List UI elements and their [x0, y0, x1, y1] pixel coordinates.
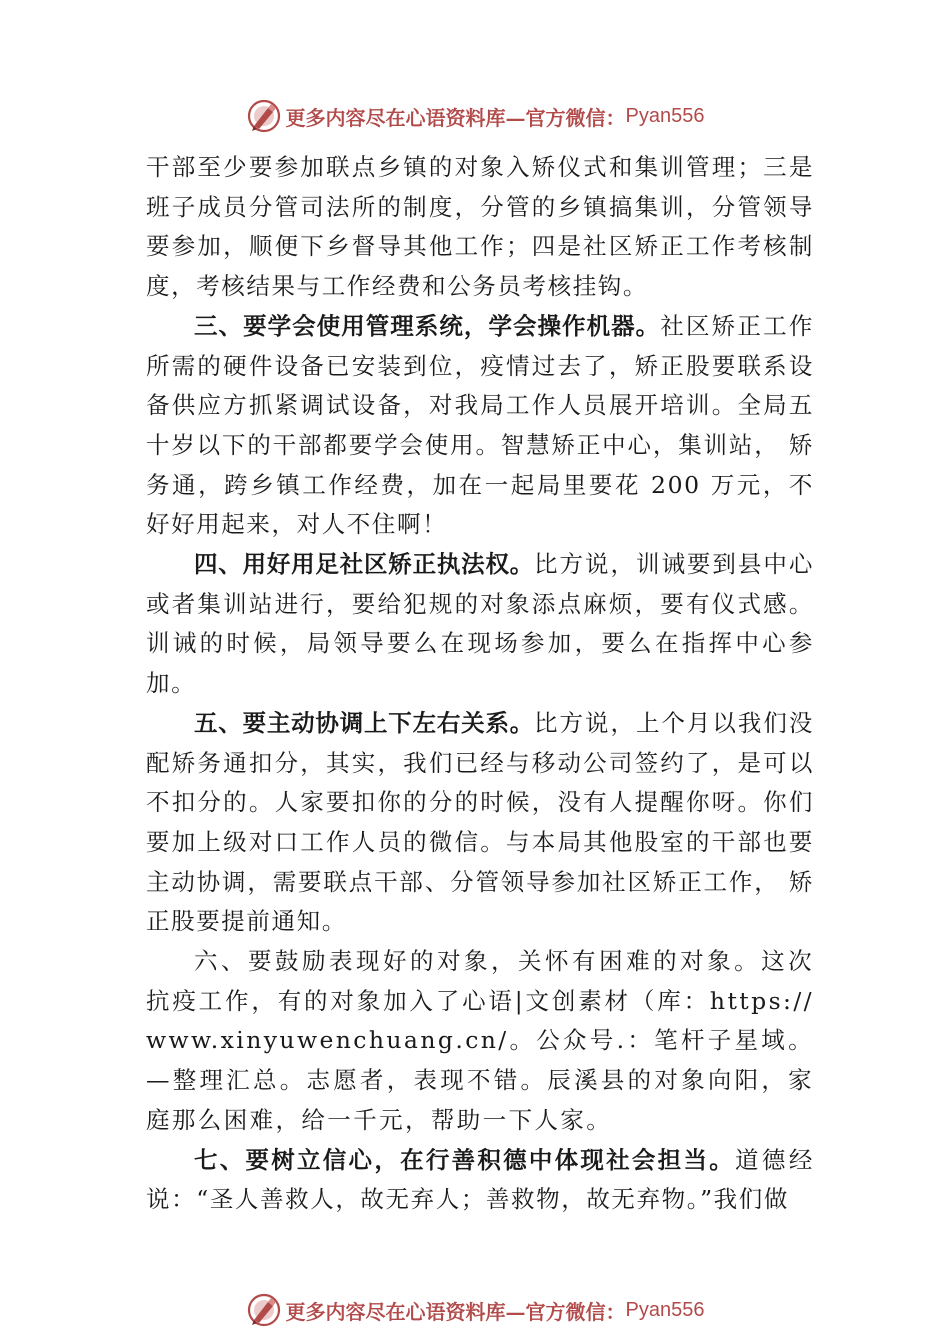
pen-logo-icon: [246, 98, 282, 134]
paragraph-3-heading: 四、用好用足社区矫正执法权。: [194, 550, 535, 579]
paragraph-4-body: 比方说，上个月以我们没配矫务通扣分，其实，我们已经与移动公司签约了，是可以不扣分的。人家要扣你的分的时候，没有人提醒你呀。你们要加上级对口工作人员的微信。与本局其他股室的干部也要主动协调，需要联点干部、分管领导参加社区矫正工作， 矫正股要提前通知。: [146, 708, 814, 936]
paragraph-6-heading: 七、要树立信心，在行善积德中体现社会担当。: [194, 1145, 735, 1174]
paragraph-1: [146, 148, 814, 307]
pen-logo-icon: [246, 1292, 282, 1328]
banner-wechat-id: Pyan556: [625, 104, 705, 127]
paragraph-6: [146, 1141, 814, 1220]
paragraph-6-body: 道德经说：“圣人善救人，故无弃人；善救物，故无弃物。”我们做: [146, 1145, 814, 1214]
paragraph-5: [146, 942, 814, 1141]
banner-text: 更多内容尽在心语资料库—官方微信：: [285, 105, 626, 130]
footer-banner-text: 更多内容尽在心语资料库—官方微信：: [285, 1299, 626, 1324]
paragraph-4-heading: 五、要主动协调上下左右关系。: [194, 708, 535, 737]
paragraph-2: [146, 307, 814, 545]
paragraph-2-body: 社区矫正工作所需的硬件设备已安装到位，疫情过去了，矫正股要联系设备供应方抓紧调试设备，对我局工作人员展开培训。全局五十岁以下的干部都要学会使用。智慧矫正中心，集训站， 矫务通，跨乡镇工作经费，加在一起局里要花 200 万元，不好好用起来，对人不住啊！: [146, 311, 814, 539]
paragraph-1-body: 干部至少要参加联点乡镇的对象入矫仪式和集训管理；三是班子成员分管司法所的制度，分管的乡镇搞集训，分管领导要参加，顺便下乡督导其他工作；四是社区矫正工作考核制度，考核结果与工作经费和公务员考核挂钩。: [146, 153, 814, 301]
paragraph-4: [146, 704, 814, 942]
paragraph-3-body: 比方说，训诫要到县中心或者集训站进行，要给犯规的对象添点麻烦，要有仪式感。训诫的时候，局领导要么在现场参加，要么在指挥中心参加。: [146, 550, 814, 698]
document-body: [146, 148, 814, 1220]
paragraph-2-heading: 三、要学会使用管理系统，学会操作机器。: [194, 311, 661, 340]
header-banner: [0, 96, 950, 136]
paragraph-5-body: 六、要鼓励表现好的对象，关怀有困难的对象。这次抗疫工作，有的对象加入了心语|文创素材（库：https://www.xinyuwenchuang.cn/。公众号.：笔杆子星域。—整理汇总。志愿者，表现不错。辰溪县的对象向阳，家庭那么困难，给一千元，帮助一下人家。: [146, 947, 814, 1134]
paragraph-3: [146, 545, 814, 704]
footer-banner-wechat-id: Pyan556: [625, 1298, 705, 1321]
footer-banner: [0, 1290, 950, 1330]
